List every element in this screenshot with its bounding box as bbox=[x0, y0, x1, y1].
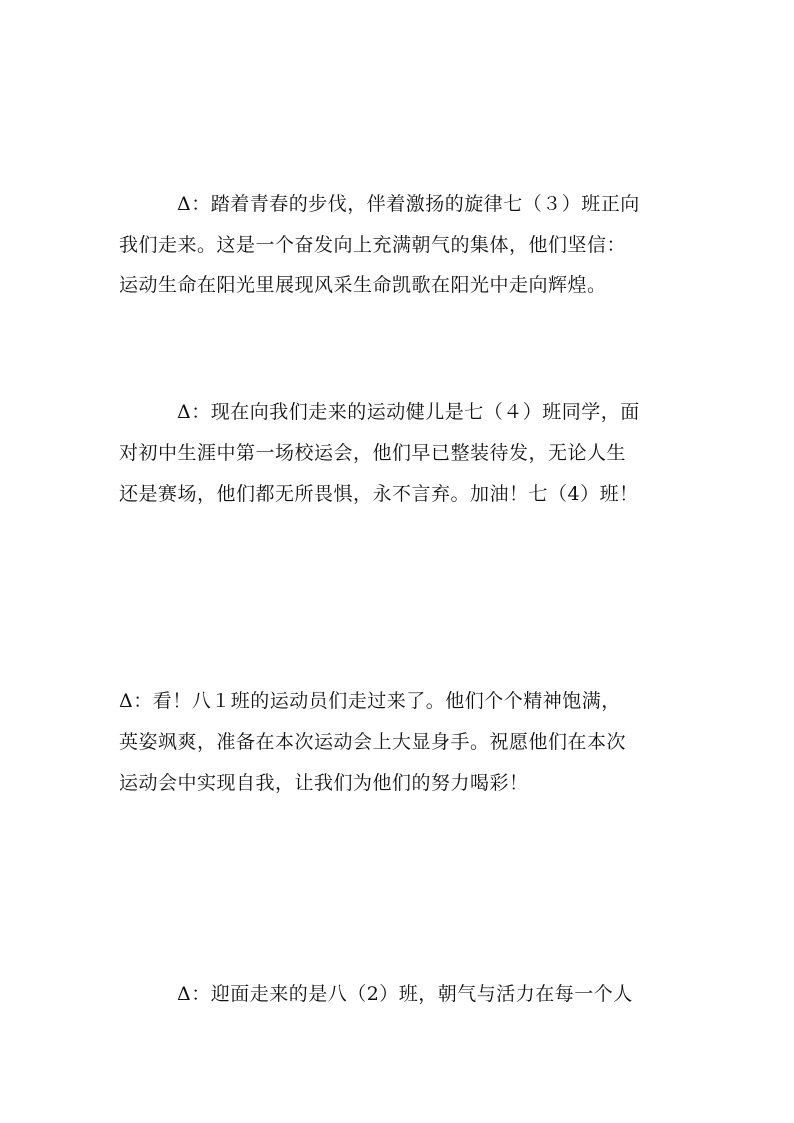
paragraph-2-line-2: 对初中生涯中第一场校运会，他们早已整装待发，无论人生 bbox=[119, 442, 627, 464]
paragraph-2-line-3: 还是赛场，他们都无所畏惧，永不言弃。加油！七（4）班！ bbox=[119, 483, 639, 505]
paragraph-1-line-2: 我们走来。这是一个奋发向上充满朝气的集体，他们坚信： bbox=[119, 234, 627, 256]
paragraph-1-line-1: Δ：踏着青春的步伐，伴着激扬的旋律七（３）班正向 bbox=[177, 193, 640, 215]
paragraph-3-line-1: Δ：看！八１班的运动员们走过来了。他们个个精神饱满， bbox=[119, 690, 621, 712]
paragraph-4-line-1: Δ：迎面走来的是八（2）班，朝气与活力在每一个人 bbox=[177, 983, 633, 1005]
paragraph-1-line-3: 运动生命在阳光里展现风采生命凯歌在阳光中走向辉煌。 bbox=[119, 274, 607, 296]
paragraph-3-line-3: 运动会中实现自我，让我们为他们的努力喝彩！ bbox=[119, 772, 529, 794]
paragraph-3-line-2: 英姿飒爽，准备在本次运动会上大显身手。祝愿他们在本次 bbox=[119, 731, 627, 753]
paragraph-2-line-1: Δ：现在向我们走来的运动健儿是七（４）班同学，面 bbox=[177, 401, 640, 423]
